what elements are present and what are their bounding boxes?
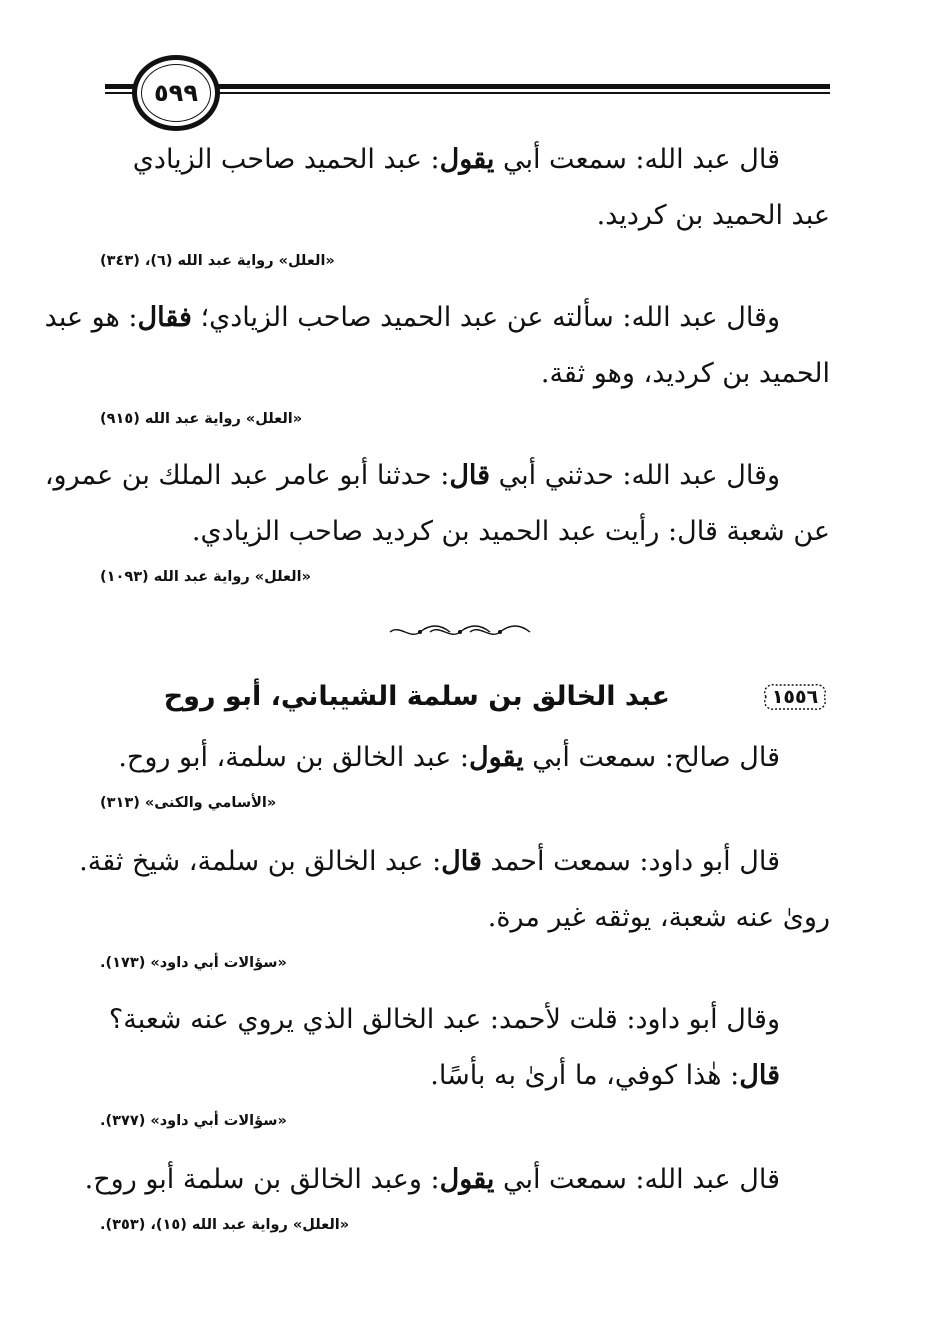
- text-block-7: [84, 1152, 830, 1236]
- text-block-1: [100, 132, 830, 272]
- text-line: الحميد بن كرديد، وهو ثقة.: [540, 358, 830, 389]
- entry-heading: [100, 672, 830, 722]
- entry-title: عبد الخالق بن سلمة الشيباني، أبو روح: [163, 681, 670, 712]
- text-block-4: [100, 730, 830, 814]
- source-citation: «العلل» رواية عبد الله (١٠٩٣): [100, 569, 311, 585]
- ornament-divider: [385, 624, 535, 640]
- text-block-2: [44, 290, 830, 430]
- source-citation: «الأسامي والكنى» (٣١٣): [100, 795, 277, 811]
- entry-number-badge: [760, 680, 830, 714]
- entry-number: ١٥٥٦: [771, 686, 819, 708]
- text-line: قال عبد الله: سمعت أبي يقول: وعبد الخالق بن سلمة أبو روح.: [84, 1164, 780, 1195]
- source-citation: «العلل» رواية عبد الله (١٥)، (٣٥٣).: [100, 1217, 350, 1233]
- text-line: وقال أبو داود: قلت لأحمد: عبد الخالق الذي يروي عنه شعبة؟: [108, 1004, 780, 1035]
- text-line: وقال عبد الله: حدثني أبي قال: حدثنا أبو عامر عبد الملك بن عمرو،: [44, 460, 780, 491]
- source-citation: «سؤالات أبي داود» (٣٧٧).: [100, 1113, 287, 1129]
- text-line: عبد الحميد بن كرديد.: [596, 200, 830, 231]
- text-line: وقال عبد الله: سألته عن عبد الحميد صاحب الزيادي؛ فقال: هو عبد: [44, 302, 780, 333]
- source-citation: «العلل» رواية عبد الله (٦)، (٣٤٣): [100, 253, 335, 269]
- text-block-3: [44, 448, 830, 588]
- text-line: قال صالح: سمعت أبي يقول: عبد الخالق بن سلمة، أبو روح.: [118, 742, 780, 773]
- text-line: قال عبد الله: سمعت أبي يقول: عبد الحميد صاحب الزيادي: [132, 144, 780, 175]
- source-citation: «سؤالات أبي داود» (١٧٣).: [100, 955, 287, 971]
- page-number-badge: [132, 55, 220, 131]
- text-line: عن شعبة قال: رأيت عبد الحميد بن كرديد صاحب الزيادي.: [191, 516, 830, 547]
- page-number: ٥٩٩: [154, 79, 198, 107]
- text-block-6: [100, 992, 830, 1132]
- text-line: قال: هٰذا كوفي، ما أرىٰ به بأسًا.: [430, 1060, 780, 1091]
- text-line: روىٰ عنه شعبة، يوثقه غير مرة.: [487, 902, 830, 933]
- text-line: قال أبو داود: سمعت أحمد قال: عبد الخالق بن سلمة، شيخ ثقة.: [79, 846, 780, 877]
- source-citation: «العلل» رواية عبد الله (٩١٥): [100, 411, 303, 427]
- text-block-5: [79, 834, 830, 974]
